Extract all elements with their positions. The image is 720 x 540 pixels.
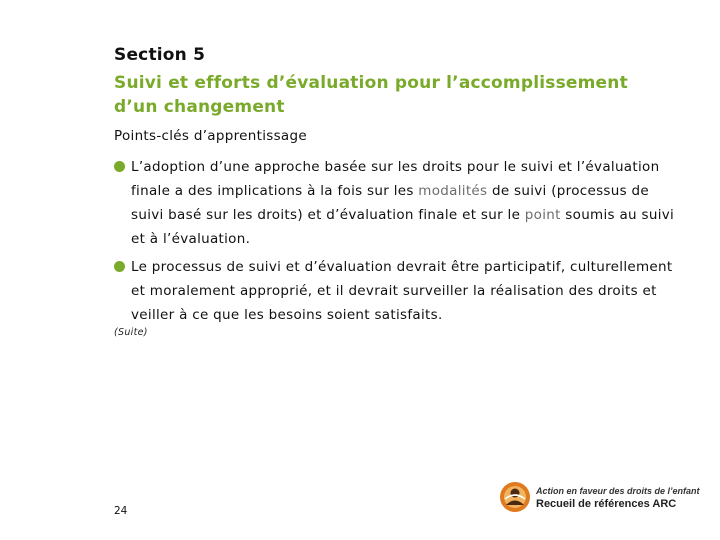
logo-title: Recueil de références ARC	[536, 498, 677, 510]
section-label: Section 5	[114, 45, 206, 65]
bullet-highlight: point	[524, 207, 561, 223]
bullet-highlight: modalités	[418, 183, 488, 199]
bullet-text-part: L’adoption d’une approche basée sur les droits pour le suivi et l’évaluation finale a des implications à la fois sur les	[131, 159, 660, 199]
arc-emblem-icon	[499, 481, 531, 513]
page-number: 24	[114, 505, 128, 517]
list-item	[114, 255, 684, 327]
bullet-text-part: soumis au suivi et à l’évaluation.	[131, 207, 675, 247]
page-title: Suivi et efforts d’évaluation pour l’accomplissement d’un changement	[114, 73, 628, 117]
footer-logo	[499, 481, 700, 515]
key-points-list	[114, 155, 684, 331]
logo-tagline: Action en faveur des droits de l’enfant	[536, 486, 700, 496]
continuation-note: (Suite)	[114, 327, 148, 338]
key-points-heading: Points-clés d’apprentissage	[114, 128, 307, 144]
bullet-text: Le processus de suivi et d’évaluation devrait être participatif, culturellement et moralement approprié, et il devrait surveiller la réalisation des droits et veiller à ce que les besoins soient satisfaits.	[131, 259, 673, 323]
bullet-dot-icon	[114, 161, 125, 172]
bullet-dot-icon	[114, 261, 125, 272]
bullet-text-part: de suivi (processus de suivi basé sur les droits) et d’évaluation finale et sur le	[131, 183, 650, 223]
list-item	[114, 155, 684, 251]
